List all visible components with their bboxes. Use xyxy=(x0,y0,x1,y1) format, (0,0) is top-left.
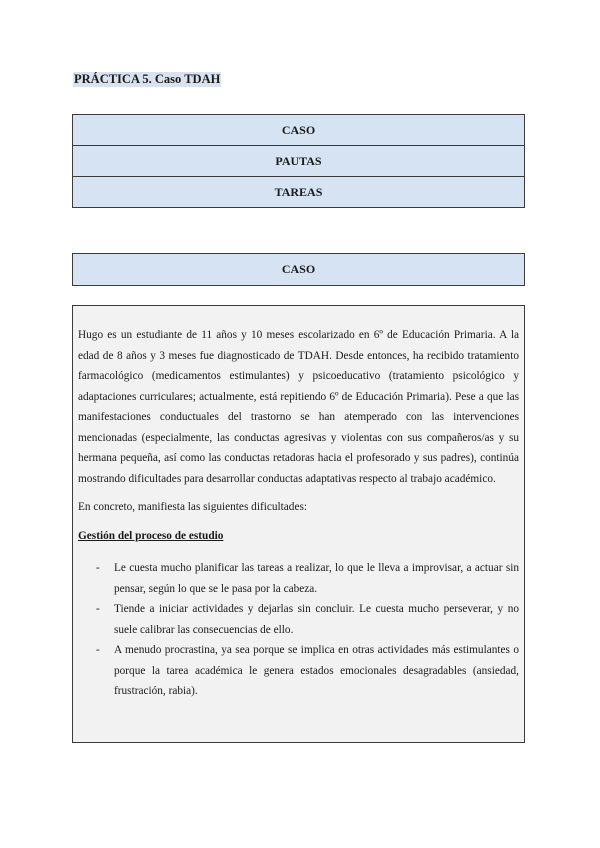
dash-bullet-icon: - xyxy=(96,644,100,656)
caso-text-box xyxy=(72,305,525,743)
list-item xyxy=(96,640,519,702)
index-item-tareas: TAREAS xyxy=(73,177,525,208)
list-item xyxy=(96,558,519,599)
caso-section-header: CASO xyxy=(72,253,525,286)
index-item-pautas: PAUTAS xyxy=(73,146,525,177)
caso-paragraph-2: En concreto, manifiesta las siguientes dificultades: xyxy=(78,501,308,513)
difficulties-list xyxy=(78,558,519,702)
dash-bullet-icon: - xyxy=(96,603,100,615)
list-item-text: Le cuesta mucho planificar las tareas a realizar, lo que le lleva a improvisar, a actuar sin pensar, según lo que se le pasa por la cabeza. xyxy=(114,562,519,595)
index-table xyxy=(72,114,525,208)
list-item xyxy=(96,599,519,640)
section-heading-study-process: Gestión del proceso de estudio xyxy=(78,529,224,542)
index-item-caso: CASO xyxy=(73,115,525,146)
page-title: PRÁCTICA 5. Caso TDAH xyxy=(74,72,221,86)
dash-bullet-icon: - xyxy=(96,562,100,574)
list-item-text: A menudo procrastina, ya sea porque se implica en otras actividades más estimulantes o porque la tarea académica le genera estados emocionales desagradables (ansiedad, frustración, rabia). xyxy=(114,644,519,697)
caso-paragraph-1: Hugo es un estudiante de 11 años y 10 meses escolarizado en 6º de Educación Primaria. A la edad de 8 años y 3 meses fue diagnosticado de TDAH. Desde entonces, ha recibido tratamiento farmacológico (medicamentos estimulantes) y psicoeducativo (tratamiento psicológico y adaptaciones curriculares; actualmente, está repitiendo 6º de Educación Primaria). Pese a que las manifestaciones conductuales del trastorno se han atemperado con las intervenciones mencionadas (especialmente, las conductas agresivas y violentas con sus compañeros/as y su hermana pequeña, así como las conductas retadoras hacia el profesorado y sus padres), continúa mostrando dificultades para desarrollar conductas adaptativas respecto al trabajo académico. xyxy=(78,329,519,485)
list-item-text: Tiende a iniciar actividades y dejarlas sin concluir. Le cuesta mucho perseverar, y no suele calibrar las consecuencias de ello. xyxy=(114,603,519,636)
